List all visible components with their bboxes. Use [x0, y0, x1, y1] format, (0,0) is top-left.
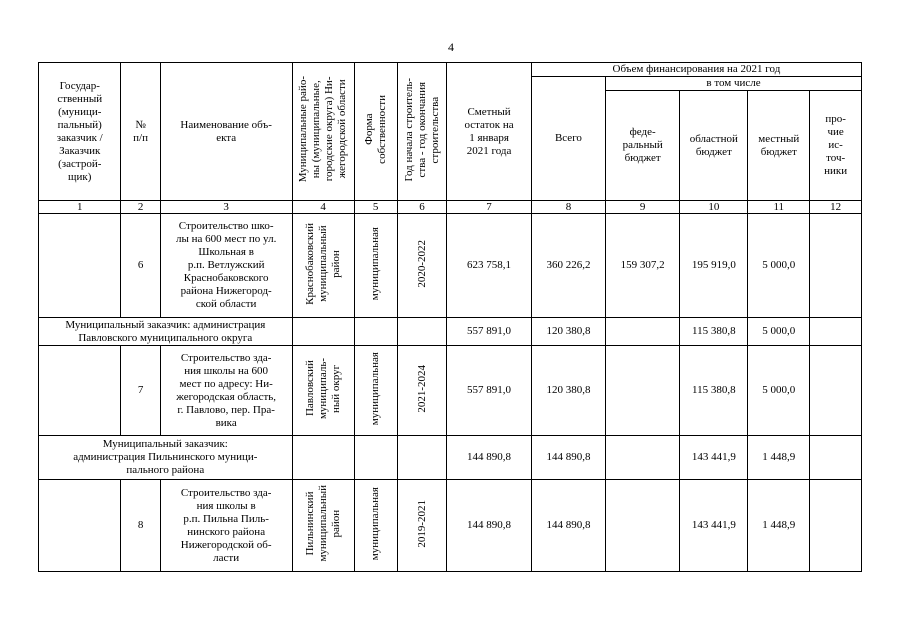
cell-num: 6	[121, 214, 160, 318]
col-number: 4	[292, 201, 354, 214]
cell-years: 2021-2024	[397, 346, 446, 436]
cell-district	[292, 318, 354, 346]
cell-remainder: 623 758,1	[447, 214, 532, 318]
header-customer: Государ- ственный (муници- пальный) заказчик / Заказчик (застрой- щик)	[39, 63, 121, 201]
cell-local: 5 000,0	[748, 318, 810, 346]
header-ownership: Форма собственности	[354, 63, 397, 201]
cell-remainder: 557 891,0	[447, 346, 532, 436]
header-funding: Объем финансирования на 2021 год	[531, 63, 861, 77]
cell-years	[397, 436, 446, 480]
col-number: 7	[447, 201, 532, 214]
col-number: 2	[121, 201, 160, 214]
cell-years	[397, 318, 446, 346]
cell-other	[810, 480, 862, 572]
header-local: местный бюджет	[748, 91, 810, 201]
cell-federal	[606, 436, 680, 480]
cell-ownership: муниципальная	[354, 480, 397, 572]
col-number: 3	[160, 201, 292, 214]
page-number: 4	[448, 40, 454, 54]
customer-label: Муниципальный заказчик: администрация Павловского муниципального округа	[39, 318, 293, 346]
cell-years: 2020-2022	[397, 214, 446, 318]
cell-local: 1 448,9	[748, 436, 810, 480]
header-num: № п/п	[121, 63, 160, 201]
cell-num: 8	[121, 480, 160, 572]
cell-district: Павловский муниципаль- ный округ	[292, 346, 354, 436]
col-number: 10	[680, 201, 748, 214]
header-other: про- чие ис- точ- ники	[810, 91, 862, 201]
table-row	[39, 346, 862, 436]
header-regional: областной бюджет	[680, 91, 748, 201]
cell-federal	[606, 346, 680, 436]
cell-other	[810, 214, 862, 318]
cell-object-name: Строительство шко- лы на 600 мест по ул. Школьная в р.п. Ветлужский Краснобаковского района Нижегород- ской области	[160, 214, 292, 318]
col-number: 1	[39, 201, 121, 214]
cell-total: 120 380,8	[531, 346, 605, 436]
cell-total: 360 226,2	[531, 214, 605, 318]
col-number: 8	[531, 201, 605, 214]
cell-customer	[39, 214, 121, 318]
cell-local: 5 000,0	[748, 214, 810, 318]
header-federal: феде- ральный бюджет	[606, 91, 680, 201]
col-number: 6	[397, 201, 446, 214]
col-number: 11	[748, 201, 810, 214]
header-remainder: Сметный остаток на 1 января 2021 года	[447, 63, 532, 201]
col-number: 5	[354, 201, 397, 214]
cell-total: 144 890,8	[531, 480, 605, 572]
cell-local: 5 000,0	[748, 346, 810, 436]
customer-row	[39, 436, 862, 480]
header-total: Всего	[531, 77, 605, 201]
cell-federal	[606, 318, 680, 346]
col-number: 12	[810, 201, 862, 214]
cell-federal	[606, 480, 680, 572]
cell-regional: 143 441,9	[680, 436, 748, 480]
cell-years: 2019-2021	[397, 480, 446, 572]
cell-district	[292, 436, 354, 480]
cell-num: 7	[121, 346, 160, 436]
cell-customer	[39, 346, 121, 436]
cell-regional: 195 919,0	[680, 214, 748, 318]
customer-label: Муниципальный заказчик: администрация Пильнинского муници- пального района	[39, 436, 293, 480]
cell-remainder: 144 890,8	[447, 480, 532, 572]
cell-other	[810, 346, 862, 436]
cell-ownership: муниципальная	[354, 214, 397, 318]
header-district: Муниципальные райо- ны (муниципальные, городские округа) Ни- жегородской области	[292, 63, 354, 201]
table-row	[39, 214, 862, 318]
customer-row	[39, 318, 862, 346]
cell-other	[810, 318, 862, 346]
cell-ownership	[354, 318, 397, 346]
header-including: в том числе	[606, 77, 862, 91]
cell-ownership: муниципальная	[354, 346, 397, 436]
cell-total: 120 380,8	[531, 318, 605, 346]
column-numbers-row	[39, 201, 862, 214]
cell-customer	[39, 480, 121, 572]
cell-regional: 115 380,8	[680, 346, 748, 436]
cell-remainder: 557 891,0	[447, 318, 532, 346]
cell-local: 1 448,9	[748, 480, 810, 572]
cell-regional: 115 380,8	[680, 318, 748, 346]
cell-district: Пильнинский муниципальный район	[292, 480, 354, 572]
header-years: Год начала строитель- ства - год окончания строительства	[397, 63, 446, 201]
cell-remainder: 144 890,8	[447, 436, 532, 480]
col-number: 9	[606, 201, 680, 214]
cell-district: Краснобаковский муниципальный район	[292, 214, 354, 318]
cell-total: 144 890,8	[531, 436, 605, 480]
cell-ownership	[354, 436, 397, 480]
financing-table	[38, 62, 862, 572]
cell-object-name: Строительство зда- ния школы на 600 мест по адресу: Ни- жегородская область, г. Павлово, пер. Пра- вика	[160, 346, 292, 436]
cell-regional: 143 441,9	[680, 480, 748, 572]
header-object-name: Наименование объ- екта	[160, 63, 292, 201]
cell-object-name: Строительство зда- ния школы в р.п. Пильна Пиль- нинского района Нижегородской об- ласти	[160, 480, 292, 572]
cell-other	[810, 436, 862, 480]
cell-federal: 159 307,2	[606, 214, 680, 318]
table-row	[39, 480, 862, 572]
